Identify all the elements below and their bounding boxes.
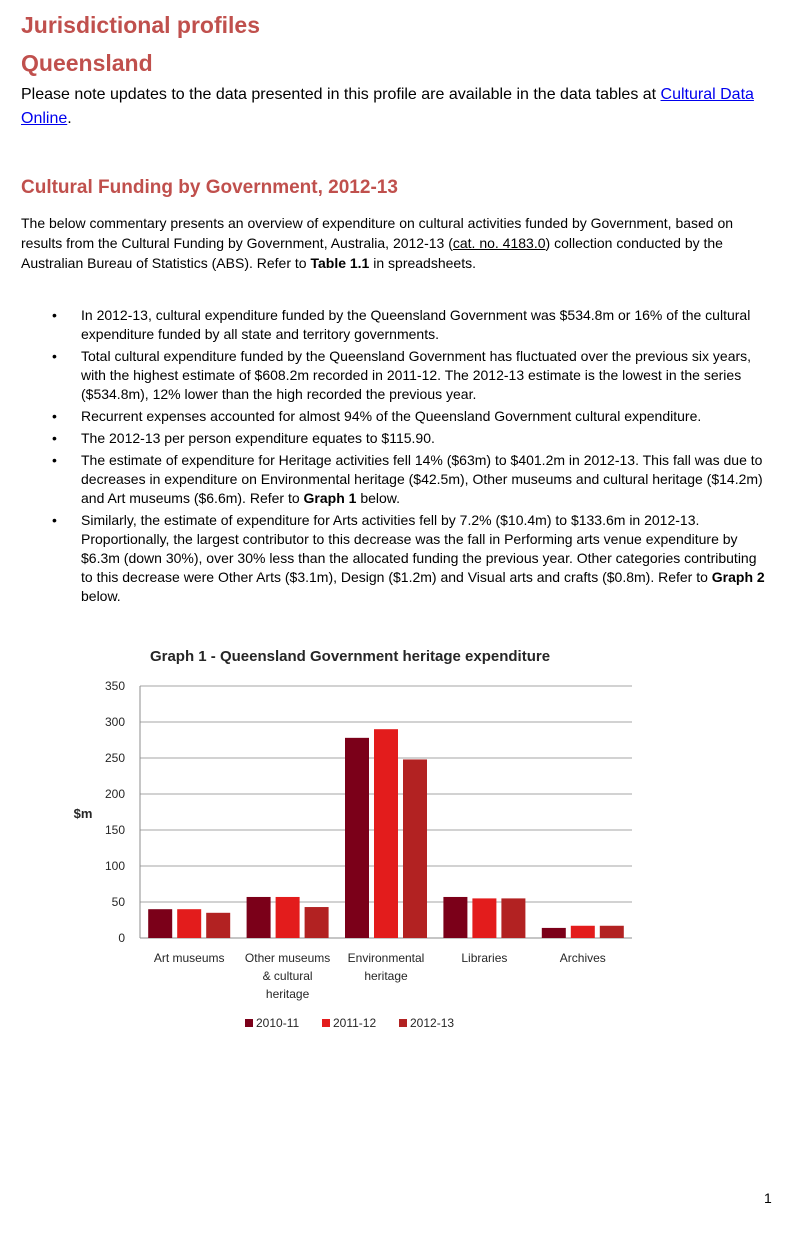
bar xyxy=(177,909,201,938)
list-item-text: Total cultural expenditure funded by the Queensland Government has fluctuated over the previous six years, with the highest estimate of $608.2m recorded in 2011-12. The 2012-13 estimate is the lowest in the series ($534.8m), 12% lower than the high recorded the previous year. xyxy=(81,348,752,402)
page-number: 1 xyxy=(764,1190,772,1206)
chart-title: Graph 1 - Queensland Government heritage expenditure xyxy=(149,648,551,665)
bullet-icon: • xyxy=(52,408,57,424)
cultural-data-online-link[interactable]: Cultural Data Online xyxy=(21,86,754,127)
bar xyxy=(206,913,230,938)
bar xyxy=(305,907,329,938)
bullet-icon: • xyxy=(52,307,57,323)
bullet-icon: • xyxy=(52,348,57,364)
x-category-label: Libraries xyxy=(461,951,508,965)
note-text: Please note updates to the data presented in this profile are available in the data tables at xyxy=(21,86,661,103)
bar xyxy=(345,738,369,938)
x-category-label: Art museums xyxy=(153,951,225,965)
intro-text-3: in spreadsheets. xyxy=(369,255,476,271)
bar xyxy=(247,897,271,938)
y-tick-label: 250 xyxy=(104,751,125,765)
bullet-icon: • xyxy=(52,430,57,446)
list-item-text: Recurrent expenses accounted for almost 94% of the Queensland Government cultural expenditure. xyxy=(81,408,702,424)
section-heading: Cultural Funding by Government, 2012-13 xyxy=(21,177,398,198)
y-tick-label: 50 xyxy=(111,895,125,909)
y-tick-label: 350 xyxy=(104,679,125,693)
intro-text-1: The below commentary presents an overview of expenditure on cultural activities funded by Government, based on results from the Cultural Funding by Government, Australia, 2012-13 ( xyxy=(21,215,734,251)
table-reference: Table 1.1 xyxy=(310,255,370,271)
list-item-tail: below. xyxy=(81,588,121,604)
x-category-label: Other museums xyxy=(244,951,331,965)
y-tick-label: 300 xyxy=(104,715,125,729)
legend-label: 2012-13 xyxy=(410,1016,455,1030)
bar xyxy=(374,729,398,938)
bar xyxy=(472,898,496,938)
bar xyxy=(542,928,566,938)
bar xyxy=(443,897,467,938)
bar xyxy=(501,898,525,938)
bar xyxy=(276,897,300,938)
graph-reference: Graph 1 xyxy=(303,490,357,506)
list-item-text: The estimate of expenditure for Heritage activities fell 14% ($63m) to $401.2m in 2012-13. This fall was due to decreases in expenditure on Environmental heritage ($42.5m), Other museums and cultural heritage ($14.2m) and Art museums ($6.6m). Refer to xyxy=(81,452,763,506)
y-tick-label: 200 xyxy=(104,787,125,801)
bar xyxy=(403,759,427,938)
bar xyxy=(571,926,595,938)
bullet-icon: • xyxy=(52,512,57,528)
legend-label: 2011-12 xyxy=(333,1016,377,1030)
list-item-text: In 2012-13, cultural expenditure funded by the Queensland Government was $534.8m or 16% of the cultural expenditure funded by all state and territory governments. xyxy=(81,307,751,342)
jurisdiction-title: Queensland xyxy=(21,50,153,76)
legend-swatch xyxy=(322,1019,330,1027)
catalogue-reference-link[interactable]: cat. no. 4183.0 xyxy=(452,235,546,251)
y-axis-label: $m xyxy=(73,806,93,821)
legend-swatch xyxy=(399,1019,407,1027)
list-item-text: The 2012-13 per person expenditure equates to $115.90. xyxy=(81,430,435,446)
legend-label: 2010-11 xyxy=(256,1016,300,1030)
list-item-tail: below. xyxy=(356,490,401,506)
x-category-label: Environmental xyxy=(347,951,425,965)
note-period: . xyxy=(67,110,72,127)
bar xyxy=(148,909,172,938)
bullet-icon: • xyxy=(52,452,57,468)
page-title: Jurisdictional profiles xyxy=(21,12,260,38)
intro-text-2: ) collection conducted by the Australian Bureau of Statistics (ABS). Refer to xyxy=(21,235,723,271)
legend-swatch xyxy=(245,1019,253,1027)
y-tick-label: 0 xyxy=(118,931,125,945)
x-category-label: & cultural xyxy=(262,969,313,983)
list-item-text: Similarly, the estimate of expenditure for Arts activities fell by 7.2% ($10.4m) to $133.6m in 2012-13. Proportionally, the largest contributor to this decrease was the fall in Performing arts venue expenditure by $6.3m (down 30%), over 30% less than the allocated funding the previous year. Other categories contributing to this decrease were Other Arts ($3.1m), Design ($1.2m) and Visual arts and crafts ($0.8m). Refer to xyxy=(81,512,757,585)
y-tick-label: 150 xyxy=(104,823,125,837)
bar xyxy=(600,926,624,938)
graph-reference: Graph 2 xyxy=(711,569,765,585)
y-tick-label: 100 xyxy=(104,859,125,873)
x-category-label: heritage xyxy=(265,987,310,1001)
x-category-label: Archives xyxy=(559,951,606,965)
x-category-label: heritage xyxy=(364,969,408,983)
